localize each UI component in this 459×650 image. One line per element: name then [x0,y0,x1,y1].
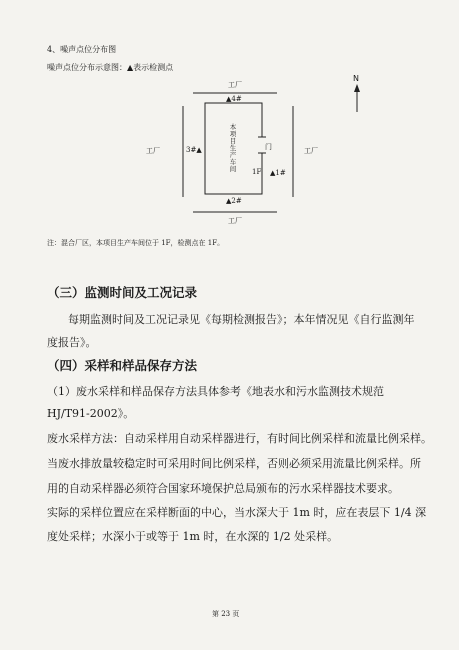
monitor-point-4: ▲4# [226,95,242,103]
monitor-point-3: 3#▲ [186,146,202,154]
paragraph-sampling-line3: 用的自动采样器必须符合国家环境保护总局颁布的污水采样器技术要求。 [47,482,399,495]
monitor-point-2: ▲2# [226,197,242,205]
floor-label: 1F [252,168,262,176]
paragraph-position-line1: 实际的采样位置应在采样断面的中心，当水深大于 1m 时，应在表层下 1/4 深 [47,506,427,519]
item1-line1: （1）废水采样和样品保存方法具体参考《地表水和污水监测技术规范 [47,385,384,398]
paragraph-sampling-line1: 废水采样方法：自动采样用自动采样器进行，有时间比例采样和流量比例采样。 [47,432,432,445]
door-label: 门 [265,143,272,151]
north-arrow-head [354,84,360,92]
building-label: 本项目生产车间 [229,123,237,173]
diagram-caption: 噪声点位分布示意图：▲表示检测点 [47,63,174,72]
paragraph-sampling-line2: 当废水排放量较稳定时可采用时间比例采样，否则必须采用流量比例采样。所 [47,457,421,470]
north-label: N [353,74,359,83]
factory-label-top: 工厂 [228,81,242,89]
paragraph-position-line2: 度处采样；水深小于或等于 1m 时，在水深的 1/2 处采样。 [47,530,339,543]
paragraph-monitoring-line2: 度报告》。 [47,336,97,349]
section-title-monitoring-time: （三）监测时间及工况记录 [47,285,198,300]
factory-label-bottom: 工厂 [228,217,242,225]
section-title-sampling: （四）采样和样品保存方法 [47,358,198,373]
item1-line2: HJ/T91-2002》。 [47,407,135,420]
page-number: 第 23 页 [212,610,240,618]
factory-label-right: 工厂 [304,147,318,155]
factory-label-left: 工厂 [146,147,160,155]
section-title-noise-map: 4、噪声点位分布图 [47,45,117,54]
diagram-note: 注：混合厂区，本项目生产车间位于 1F，检测点在 1F。 [47,239,225,247]
paragraph-monitoring-line1: 每期监测时间及工况记录见《每期检测报告》；本年情况见《自行监测年 [68,313,415,326]
monitor-point-1: ▲1# [270,169,286,177]
